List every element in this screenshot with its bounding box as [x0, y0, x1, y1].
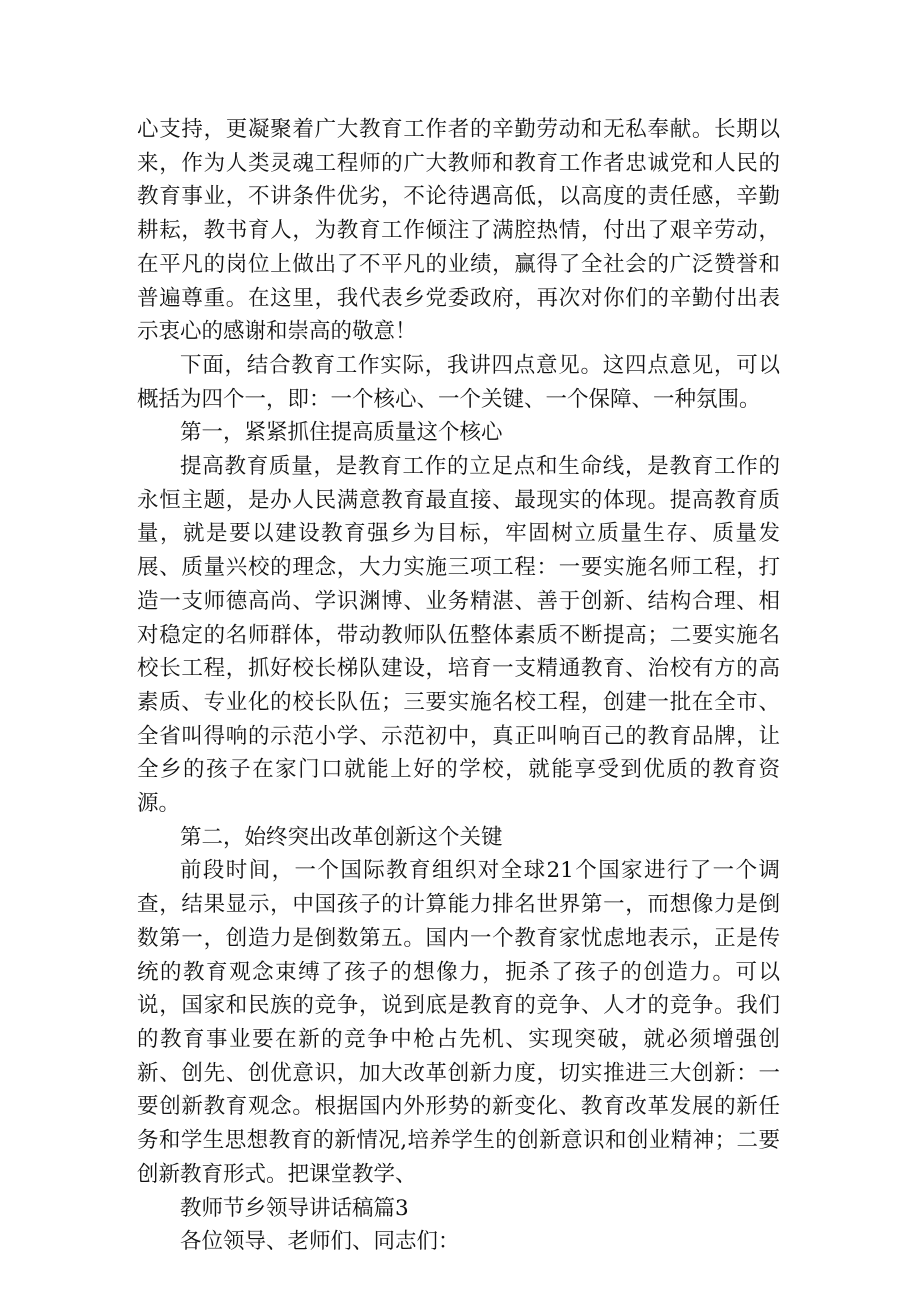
- paragraph-innovation: 前段时间，一个国际教育组织对全球21个国家进行了一个调查，结果显示，中国孩子的计算能力排名世界第一，而想像力是倒数第一，创造力是倒数第五。国内一个教育家忧虑地表示，正是传统的教育观念束缚了孩子的想像力，扼杀了孩子的创造力。可以说，国家和民族的竞争，说到底是教育的竞争、人才的竞争。我们的教育事业要在新的竞争中枪占先机、实现突破，就必须增强创新、创先、创优意识，加大改革创新力度，切实推进三大创新：一要创新教育观念。根据国内外形势的新变化、教育改革发展的新任务和学生思想教育的新情况,培养学生的创新意识和创业精神；二要创新教育形式。把课堂教学、: [137, 858, 780, 1187]
- section-heading-first: 第一，紧紧抓住提高质量这个核心: [180, 420, 503, 446]
- article-title-part3: 教师节乡领导讲话稿篇3: [180, 1195, 409, 1221]
- section-heading-second: 第二，始终突出改革创新这个关键: [180, 824, 503, 850]
- salutation: 各位领导、老师们、同志们：: [180, 1229, 460, 1255]
- document-page: [137, 113, 780, 1259]
- paragraph-intro-four-points: 下面，结合教育工作实际，我讲四点意见。这四点意见，可以概括为四个一，即：一个核心、一个关键、一个保障、一种氛围。: [137, 352, 780, 412]
- paragraph-quality: 提高教育质量，是教育工作的立足点和生命线，是教育工作的永恒主题，是办人民满意教育最直接、最现实的体现。提高教育质量，就是要以建设教育强乡为目标，牢固树立质量生存、质量发展、质量兴校的理念，大力实施三项工程：一要实施名师工程，打造一支师德高尚、学识渊博、业务精湛、善于创新、结构合理、相对稳定的名师群体，带动教师队伍整体素质不断提高；二要实施名校长工程，抓好校长梯队建设，培育一支精通教育、治校有方的高素质、专业化的校长队伍；三要实施名校工程，创建一批在全市、全省叫得响的示范小学、示范初中，真正叫响百己的教育品牌，让全乡的孩子在家门口就能上好的学校，就能享受到优质的教育资源。: [137, 454, 780, 817]
- paragraph-continued: 心支持，更凝聚着广大教育工作者的辛勤劳动和无私奉献。长期以来，作为人类灵魂工程师的广大教师和教育工作者忠诚党和人民的教育事业，不讲条件优劣，不论待遇高低，以高度的责任感，辛勤耕耘，教书育人，为教育工作倾注了满腔热情，付出了艰辛劳动，在平凡的岗位上做出了不平凡的业绩，赢得了全社会的广泛赞誉和普遍尊重。在这里，我代表乡党委政府，再次对你们的辛勤付出表示衷心的感谢和崇高的敬意！: [137, 117, 780, 345]
